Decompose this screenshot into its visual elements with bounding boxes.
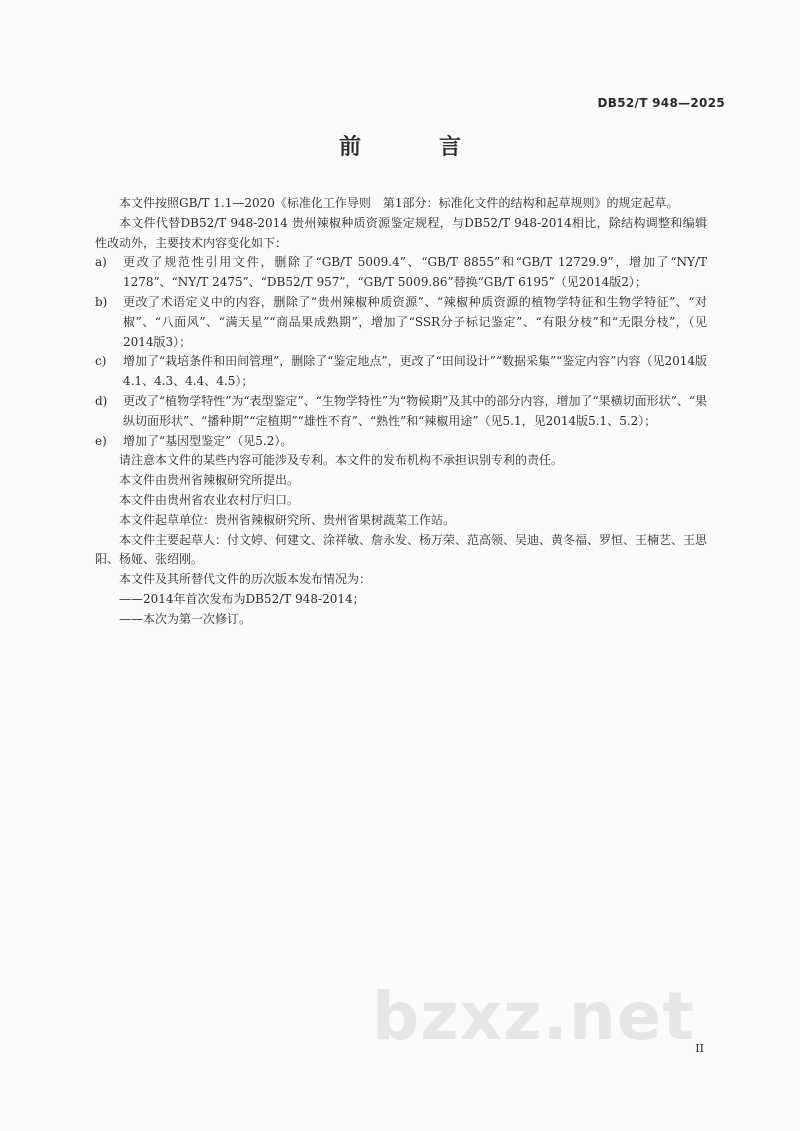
paragraph-replacement: 本文件代替DB52/T 948-2014 贵州辣椒种质资源鉴定规程，与DB52/T 948-2014相比，除结构调整和编辑性改动外，主要技术内容变化如下： — [95, 215, 707, 250]
list-marker: d) — [95, 393, 108, 408]
watermark-logo: bzxz.net — [372, 978, 696, 1055]
page-number: II — [695, 1042, 704, 1055]
history-item: ——2014年首次发布为DB52/T 948-2014； — [119, 591, 365, 606]
change-text: 更改了术语定义中的内容，删除了“贵州辣椒种质资源”、“辣椒种质资源的植物学特征和生物学特征”、“对椒”、“八面风”、“满天星”“商品果成熟期”，增加了“SSR分子标记鉴定”、“有限分枝”和“无限分枝”，（见2014版3）； — [123, 294, 707, 349]
page-title: 前 言 — [338, 135, 489, 160]
change-item — [95, 392, 707, 432]
list-marker: e) — [95, 433, 107, 448]
history-item: ——本次为第一次修订。 — [119, 611, 252, 626]
change-text: 更改了“植物学特性”为“表型鉴定”、“生物学特性”为“物候期”及其中的部分内容，增加了“果横切面形状”、“果纵切面形状”、“播种期”“定植期”“雄性不育”、“熟性”和“辣椒用途”（见5.1，见2014版5.1、5.2）； — [123, 393, 707, 428]
change-item — [95, 432, 707, 452]
document-body — [95, 194, 707, 630]
paragraph-drafting-units: 本文件起草单位：贵州省辣椒研究所、贵州省果树蔬菜工作站。 — [119, 512, 456, 527]
standard-code: DB52/T 948—2025 — [597, 96, 725, 110]
paragraph-proposer: 本文件由贵州省辣椒研究所提出。 — [119, 473, 300, 488]
paragraph-administrator: 本文件由贵州省农业农村厅归口。 — [119, 492, 300, 507]
paragraph-drafting-rules: 本文件按照GB/T 1.1—2020《标准化工作导则 第1部分：标准化文件的结构和起草规则》的规定起草。 — [119, 196, 679, 210]
change-list — [95, 253, 707, 451]
change-item — [95, 253, 707, 293]
list-marker: a) — [95, 255, 107, 270]
paragraph-patent-notice: 请注意本文件的某些内容可能涉及专利。本文件的发布机构不承担识别专利的责任。 — [119, 453, 564, 468]
change-text: 增加了“基因型鉴定”（见5.2）。 — [123, 433, 293, 448]
list-marker: b) — [95, 294, 108, 309]
change-item — [95, 293, 707, 352]
paragraph-drafters: 本文件主要起草人：付文婷、何建文、涂祥敏、詹永发、杨万荣、范高领、吴迪、黄冬福、罗恒、王楠艺、王思阳、杨娅、张绍刚。 — [95, 532, 708, 567]
paragraph-history-intro: 本文件及其所替代文件的历次版本发布情况为： — [119, 572, 372, 587]
list-marker: c) — [95, 354, 107, 369]
change-item — [95, 352, 707, 392]
change-text: 增加了“栽培条件和田间管理”，删除了“鉴定地点”，更改了“田间设计”“数据采集”“鉴定内容”内容（见2014版4.1、4.3、4.4、4.5）； — [123, 354, 707, 389]
change-text: 更改了规范性引用文件，删除了“GB/T 5009.4”、“GB/T 8855”和“GB/T 12729.9”，增加了“NY/T 1278”、“NY/T 2475”、“DB52/T 957”，“GB/T 5009.86”替换“GB/T 6195”（见2014版2）； — [123, 255, 707, 290]
